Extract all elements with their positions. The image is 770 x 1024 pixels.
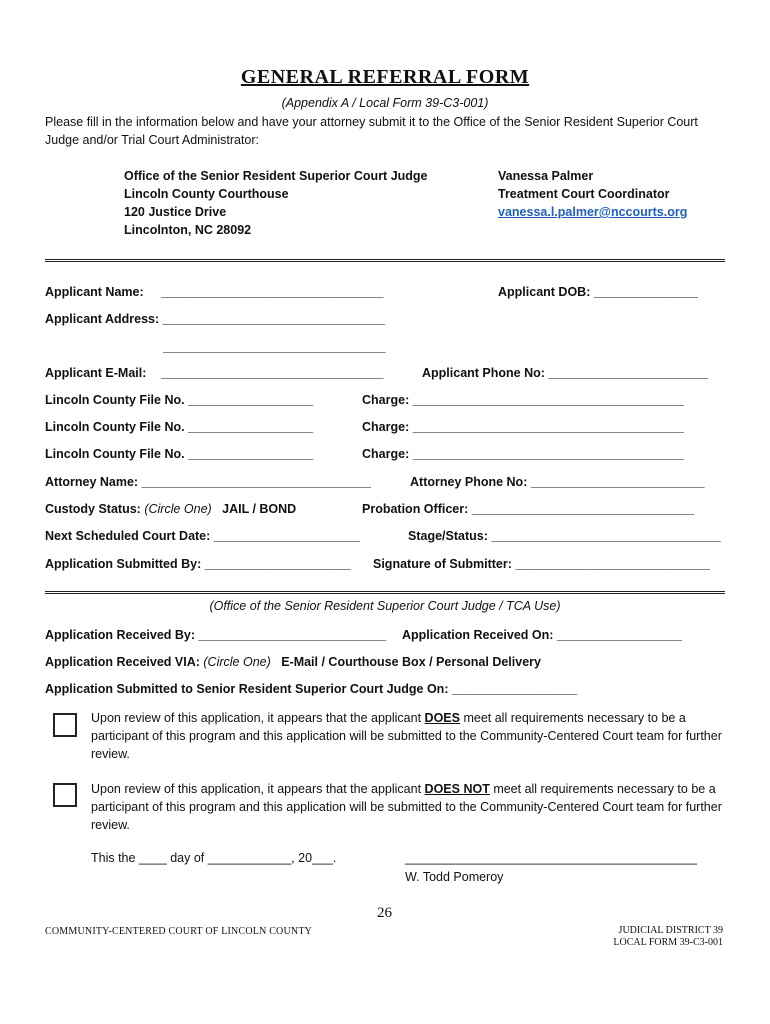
- statement-text: meet all requirements necessary to be a participant of this program and this application will be submitted to the Community-Centered Court team for further review.: [91, 711, 722, 761]
- received-via-row: [45, 655, 541, 669]
- attorney-phone-field[interactable]: Attorney Phone No: _________________________: [410, 475, 705, 489]
- statement-text: meet all requirements necessary to be a participant of this program and this application will be submitted to the Community-Centered Court team for further review.: [91, 782, 722, 832]
- charge-field[interactable]: Charge: _______________________________________: [362, 420, 684, 434]
- file-number-field[interactable]: Lincoln County File No. __________________: [45, 420, 314, 434]
- footer-district-line: JUDICIAL DISTRICT 39: [618, 925, 723, 936]
- address-line: Lincolnton, NC 28092: [124, 223, 252, 237]
- form-title: GENERAL REFERRAL FORM: [240, 66, 530, 88]
- submitted-to-judge-field[interactable]: Application Submitted to Senior Resident Superior Court Judge On: __________________: [45, 682, 578, 696]
- address-block-coordinator: [498, 167, 687, 221]
- received-via-hint: (Circle One): [203, 655, 271, 669]
- file-number-field[interactable]: Lincoln County File No. __________________: [45, 393, 314, 407]
- applicant-address-line2-field[interactable]: ________________________________: [163, 340, 386, 354]
- custody-status-label: Custody Status:: [45, 502, 141, 516]
- stage-status-field[interactable]: Stage/Status: _________________________________: [408, 529, 721, 543]
- charge-field[interactable]: Charge: _______________________________________: [362, 447, 684, 461]
- custody-options[interactable]: JAIL / BOND: [222, 502, 297, 516]
- applicant-name-field[interactable]: ________________________________: [161, 285, 384, 299]
- applicant-dob-field[interactable]: Applicant DOB: _______________: [498, 285, 699, 299]
- date-line-field[interactable]: This the ____ day of ____________, 20___.: [91, 851, 337, 865]
- received-via-options[interactable]: E-Mail / Courthouse Box / Personal Delivery: [281, 655, 541, 669]
- does-keyword: DOES: [424, 711, 460, 725]
- does-not-keyword: DOES NOT: [424, 782, 490, 796]
- section-divider: [45, 591, 725, 594]
- received-on-field[interactable]: Application Received On: __________________: [402, 628, 683, 642]
- probation-officer-field[interactable]: Probation Officer: ________________________________: [362, 502, 695, 516]
- address-line: 120 Justice Drive: [124, 205, 227, 219]
- applicant-email-field[interactable]: ________________________________: [161, 366, 384, 380]
- footer-district: [613, 925, 723, 949]
- judge-signature-line[interactable]: __________________________________________: [405, 851, 697, 865]
- custody-status-row: [45, 502, 296, 516]
- custody-circle-hint: (Circle One): [144, 502, 212, 516]
- does-not-meet-checkbox[interactable]: [53, 783, 77, 807]
- judge-name: W. Todd Pomeroy: [405, 870, 504, 884]
- statement-text: Upon review of this application, it appears that the applicant: [91, 782, 425, 796]
- received-by-field[interactable]: Application Received By: ___________________________: [45, 628, 387, 642]
- statement-text: Upon review of this application, it appears that the applicant: [91, 711, 425, 725]
- footer-form-number: LOCAL FORM 39-C3-001: [613, 937, 723, 948]
- form-subtitle: (Appendix A / Local Form 39-C3-001): [281, 96, 489, 110]
- applicant-name-label: Applicant Name:: [45, 285, 144, 299]
- does-not-meet-statement: [91, 780, 731, 834]
- signature-field[interactable]: Signature of Submitter: ____________________________: [373, 557, 711, 571]
- address-line: Office of the Senior Resident Superior Court Judge: [124, 169, 428, 183]
- applicant-email-label: Applicant E-Mail:: [45, 366, 147, 380]
- address-line: Lincoln County Courthouse: [124, 187, 289, 201]
- file-number-field[interactable]: Lincoln County File No. __________________: [45, 447, 314, 461]
- coordinator-role: Treatment Court Coordinator: [498, 187, 670, 201]
- footer-court-name: COMMUNITY-CENTERED COURT OF LINCOLN COUNTY: [45, 926, 313, 937]
- next-court-date-field[interactable]: Next Scheduled Court Date: _____________________: [45, 529, 360, 543]
- coordinator-name: Vanessa Palmer: [498, 169, 594, 183]
- coordinator-email-link[interactable]: vanessa.l.palmer@nccourts.org: [498, 205, 688, 219]
- page-number: 26: [377, 905, 392, 921]
- does-meet-checkbox[interactable]: [53, 713, 77, 737]
- attorney-name-field[interactable]: Attorney Name: _________________________________: [45, 475, 371, 489]
- received-via-label: Application Received VIA:: [45, 655, 200, 669]
- does-meet-statement: [91, 709, 731, 763]
- submitted-by-field[interactable]: Application Submitted By: _____________________: [45, 557, 351, 571]
- office-use-heading: (Office of the Senior Resident Superior Court Judge / TCA Use): [209, 599, 561, 613]
- applicant-address-field[interactable]: Applicant Address: ________________________________: [45, 312, 386, 326]
- charge-field[interactable]: Charge: _______________________________________: [362, 393, 684, 407]
- address-block-office: [124, 167, 428, 239]
- section-divider: [45, 259, 725, 262]
- intro-paragraph: Please fill in the information below and have your attorney submit it to the Office of the Senior Resident Superior Court Judge and/or Trial Court Administrator:: [45, 115, 698, 147]
- applicant-phone-field[interactable]: Applicant Phone No: _______________________: [422, 366, 709, 380]
